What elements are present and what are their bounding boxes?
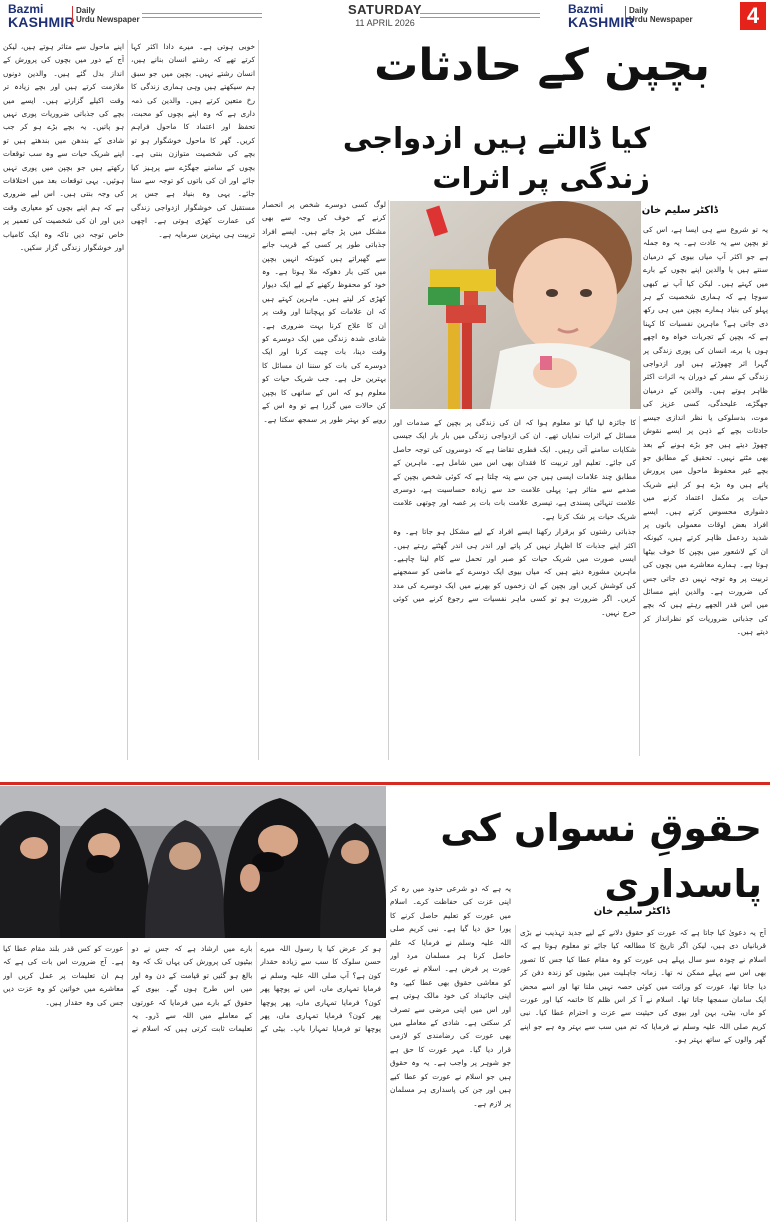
column-divider	[388, 200, 389, 760]
article2-headline: حقوقِ نسواں کی پاسداری	[440, 806, 762, 906]
tagline-daily: Daily	[629, 6, 649, 15]
column-divider	[515, 925, 516, 1221]
brand-name-line1: Bazmi	[8, 2, 44, 16]
article1-paragraph: خوبی ہوتی ہے۔ میرے دادا اکثر کہا کرتے تھے کہ رشتے انسان بنانے ہیں، انسان رشتے نہیں۔ بچپن میں جو سبق ہم سیکھتے ہیں وہی ہماری زندگی کا رخ متعین کرتے ہیں۔ والدین کی ذمہ داری ہے کہ وہ اپنے بچوں کو محبت، تحفظ اور اعتماد کا ماحول فراہم کریں۔ گھر کا ماحول خوشگوار ہو تو بچے کی شخصیت متوازن بنتی ہے۔ بچوں کے سامنے جھگڑے سے پرہیز کیا جائے اور ان کی باتوں کو توجہ سے سنا جائے۔ یہی وہ بنیاد ہے جس پر مستقبل کی خوشگوار ازدواجی زندگی کی عمارت کھڑی ہوتی ہے۔ اچھی تربیت ہی بہترین سرمایہ ہے۔	[131, 42, 255, 239]
masthead-rule	[420, 13, 540, 18]
column-divider	[127, 40, 128, 760]
article1-paragraph: کا جائزہ لیا گیا تو معلوم ہوا کہ ان کی زندگی پر بچپن کے صدمات اور مسائل کے اثرات نمایاں تھے۔ ان کی ازدواجی زندگی میں بار بار ایک جیسی شکایات سامنے آتی رہیں۔ ایک فطری تقاضا ہے کہ دوسروں کی توجہ حاصل کی جائے۔ تعلیم اور تربیت کا فقدان بھی اس میں شامل ہے۔ ماہرین کے مطابق چند علامات ایسی ہیں جن سے پتہ چلتا ہے کہ کوئی شخص بچپن کے صدمے سے متاثر ہے: پہلی علامت حد سے زیادہ حساسیت ہے، دوسری علامت تنہائی پسندی ہے، تیسری علامت بات بات پر غصہ اور چوتھی علامت شریک حیات پر شک کرنا ہے۔	[393, 418, 636, 521]
masthead	[0, 0, 770, 36]
page-number-badge: 4	[740, 2, 766, 30]
tagline-daily: Daily	[76, 6, 96, 15]
brand-name-line1: Bazmi	[568, 2, 604, 16]
article1-headline-top: بچپن کے حادثات	[374, 40, 710, 91]
article2-byline: ڈاکٹر سلیم خان	[593, 906, 670, 917]
article2-paragraph: ہو کر عرض کیا یا رسول اللہ میرے حسن سلوک کا سب سے زیادہ حقدار کون ہے؟ آپ صلی اللہ علیہ وسلم نے فرمایا تمہاری ماں، اس نے پوچھا پھر کون؟ فرمایا تمہاری ماں، پھر پوچھا پھر کون؟ فرمایا تمہاری ماں، پھر پوچھا تو فرمایا تمہارا باپ۔ بیٹی کے بارے میں ارشاد ہے کہ جس نے دو بیٹیوں کی پرورش کی یہاں تک کہ وہ بالغ ہو گئیں تو قیامت کے دن وہ اور میں اس طرح ہوں گے۔ بیوی کے حقوق کے بارے میں فرمایا کہ عورتوں کے معاملے میں اللہ سے ڈرو۔ یہ تعلیمات ثابت کرتی ہیں کہ اسلام نے عورت کو کس قدر بلند مقام عطا کیا ہے۔ آج ضرورت اس بات کی ہے کہ ہم ان تعلیمات پر عمل کریں اور معاشرے میں خواتین کو وہ عزت دیں جس کی وہ حقدار ہیں۔	[3, 944, 381, 1034]
article1-headline-bottom: کیا ڈالتے ہیں ازدواجی زندگی پر اثرات	[342, 121, 650, 195]
column-divider	[386, 940, 387, 1221]
brand-name-line2: KASHMIR	[8, 14, 75, 30]
article2-column-left	[3, 942, 381, 1222]
article1-column-left-a	[262, 198, 386, 758]
column-divider	[258, 40, 259, 760]
tagline-urdu: Urdu Newspaper	[76, 15, 140, 25]
women-in-niqab-photo	[0, 786, 386, 938]
issue-date: 11 APRIL 2026	[355, 18, 415, 28]
issue-day: SATURDAY	[347, 2, 423, 17]
tagline-urdu: Urdu Newspaper	[629, 15, 693, 25]
column-divider	[639, 416, 640, 756]
article1-column-left-c	[3, 40, 124, 758]
article1-column-left-b	[131, 40, 255, 758]
article2-paragraph: آج یہ دعویٰ کیا جاتا ہے کہ عورت کو حقوق دلانے کے لیے جدید تہذیب نے بڑی قربانیاں دی ہیں، لیکن اگر تاریخ کا مطالعہ کیا جائے تو معلوم ہوتا ہے کہ اسلام نے چودہ سو سال پہلے ہی عورت کو وہ مقام عطا کیا جس کا تصور بھی اس سے پہلے ممکن نہ تھا۔ زمانہ جاہلیت میں بیٹیوں کو زندہ دفن کر دیا جاتا تھا، عورت کو وراثت میں کوئی حصہ نہیں ملتا تھا اور اسے محض ایک سامان سمجھا جاتا تھا۔ اسلام نے آ کر اس ظلم کا خاتمہ کیا اور عورت کو ماں، بیٹی، بہن اور بیوی کی حیثیت سے عزت و احترام عطا کیا۔ نبی کریم صلی اللہ علیہ وسلم نے فرمایا کہ تم میں سب سے بہتر وہ ہے جو اپنے گھر والوں کے ساتھ بہتر ہو۔	[520, 928, 766, 1045]
brand-name-line2: KASHMIR	[568, 14, 635, 30]
tagline-right	[625, 6, 693, 24]
article2-column-middle	[390, 882, 511, 1220]
child-with-blocks-photo	[390, 201, 641, 409]
article1-paragraph: جذباتی رشتوں کو برقرار رکھنا ایسے افراد کے لیے مشکل ہو جاتا ہے۔ وہ اکثر اپنے جذبات کا اظہار نہیں کر پاتے اور اندر ہی اندر گھٹتے رہتے ہیں۔ ایسی صورت میں شریک حیات کو صبر اور تحمل سے کام لینا چاہیے۔ ماہرین مشورہ دیتے ہیں کہ میاں بیوی ایک دوسرے کے ماضی کو سمجھنے کی کوشش کریں اور بچپن کے ان زخموں کو بھرنے میں ایک دوسرے کی مدد کریں۔ اگر ضرورت ہو تو کسی ماہر نفسیات سے رجوع کرنے میں کوئی حرج نہیں۔	[393, 527, 636, 617]
article1-paragraph: یہ تو شروع سے ہی ایسا ہے، اس کی تو بچپن سے یہ عادت ہے۔ یہ وہ جملہ ہے جو اکثر آپ میاں بیوی کے درمیان سنتے ہیں یا والدین اپنے بچوں کے بارے میں کہتے ہیں۔ لیکن کیا آپ نے کبھی سوچا ہے کہ ہماری شخصیت کے ہر پہلو کی بنیاد ہمارے بچپن میں ہی رکھ دی جاتی ہے؟ ماہرین نفسیات کا کہنا ہے کہ بچپن کے تجربات خواہ وہ اچھے ہوں یا برے، انسان کی پوری زندگی پر گہرا اثر چھوڑتے ہیں اور ازدواجی زندگی کے سفر کے دوران یہ اثرات اکثر ظاہر ہوتے ہیں۔ والدین کے درمیان جھگڑے، علیحدگی، کسی عزیز کی موت، بدسلوکی یا نظر اندازی جیسے حادثات بچے کے ذہن پر ایسے نقوش چھوڑ دیتے ہیں جو بڑے ہونے کے بعد بھی مٹتے نہیں۔ تحقیق کے مطابق جو بچے غیر محفوظ ماحول میں پرورش پاتے ہیں وہ بڑے ہو کر اپنے شریک حیات پر مکمل اعتماد کرنے میں دشواری محسوس کرتے ہیں۔ ایسے افراد بعض اوقات معمولی باتوں پر شدید ردعمل ظاہر کرتے ہیں، کیونکہ ان کے لاشعور میں بچپن کا خوف بیٹھا ہوتا ہے۔ ہمارے معاشرے میں بچوں کی تربیت پر وہ توجہ نہیں دی جاتی جس کی ضرورت ہے۔ والدین اپنے مسائل میں اس قدر الجھے رہتے ہیں کہ بچے کی جذباتی ضروریات کو نظرانداز کر دیتے ہیں۔	[643, 225, 768, 637]
article2-paragraph: یہ ہے کہ دو شرعی حدود میں رہ کر اپنی عزت کی حفاظت کرے۔ اسلام میں عورت کو تعلیم حاصل کرنے کا پورا حق دیا گیا ہے۔ نبی کریم صلی اللہ علیہ وسلم نے فرمایا کہ علم حاصل کرنا ہر مسلمان مرد اور عورت پر فرض ہے۔ اسلام نے عورت کو معاشی حقوق بھی عطا کیے، وہ اپنی جائیداد کی خود مالک ہوتی ہے اور اس میں اپنی مرضی سے تصرف کر سکتی ہے۔ شادی کے معاملے میں بھی عورت کی رضامندی کو لازمی قرار دیا گیا۔ مہر عورت کا حق ہے جو شوہر پر واجب ہے۔ یہ وہ حقوق ہیں جو اسلام نے عورت کو عطا کیے ہیں اور جن کی پاسداری ہر مسلمان پر لازم ہے۔	[390, 884, 511, 1108]
article1-paragraph: لوگ کسی دوسرے شخص پر انحصار کرنے کے خوف کی وجہ سے بھی مشکل میں پڑ جاتے ہیں۔ ایسے افراد جذباتی طور پر کسی کے قریب جانے سے گھبراتے ہیں کیونکہ انہیں بچپن میں کئی بار دھوکہ ملا ہوتا ہے۔ وہ خود کو محفوظ رکھنے کے لیے ایک دیوار کھڑی کر لیتے ہیں۔ ماہرین کہتے ہیں کہ ان علامات کو پہچاننا اور وقت پر ان کا علاج کرنا بہت ضروری ہے۔ شادی شدہ زندگی میں ایک دوسرے کو وقت دینا، بات چیت کرنا اور ایک دوسرے کی بات کو سننا ان مسائل کا بہترین حل ہے۔ جب شریک حیات کو معلوم ہو کہ اس کے ساتھی کا بچپن کن حالات میں گزرا ہے تو وہ اس کے رویے کو بہتر طور پر سمجھ سکتا ہے۔	[262, 200, 386, 424]
section-divider	[0, 782, 770, 785]
article1-paragraph: اپنے ماحول سے متاثر ہوتے ہیں، لیکن آج کے دور میں بچوں کی پرورش کے انداز بدل گئے ہیں۔ والدین دونوں ملازمت کرتے ہیں اور بچے زیادہ تر وقت اکیلے گزارتے ہیں۔ ایسے میں بچے کی جذباتی ضروریات پوری نہیں ہو پاتیں۔ یہ بچے بڑے ہو کر جب شادی کے بندھن میں بندھتے ہیں تو اپنے شریک حیات سے وہ سب توقعات رکھتے ہیں جو بچپن میں پوری نہیں ہوئیں۔ یہی توقعات بعد میں اختلافات کی وجہ بنتی ہیں۔ اس لیے ضروری ہے کہ ہم اپنے بچوں کو معیاری وقت دیں اور ان کی شخصیت کی تعمیر پر خاص توجہ دیں تاکہ وہ ایک کامیاب اور خوشگوار زندگی گزار سکیں۔	[3, 42, 124, 253]
article1-column-middle	[393, 416, 636, 760]
article1-byline: ڈاکٹر سلیم خان	[641, 205, 718, 216]
article1-column-right	[643, 223, 768, 758]
article2-column-right	[520, 926, 766, 1221]
